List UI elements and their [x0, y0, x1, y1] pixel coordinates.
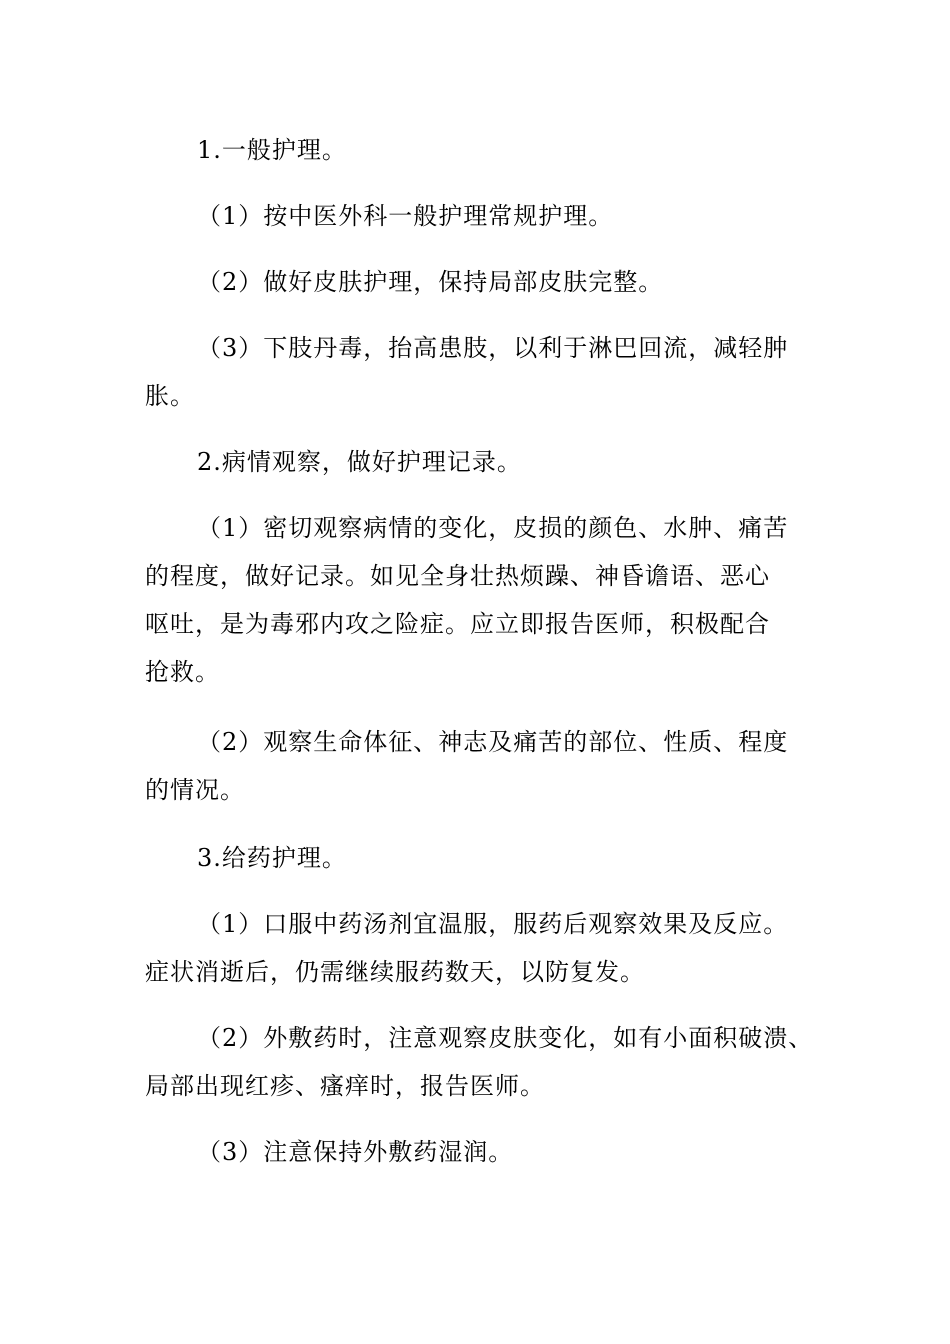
text-line: 的程度，做好记录。如见全身壮热烦躁、神昏谵语、恶心: [145, 562, 770, 590]
text-line: 症状消逝后，仍需继续服药数天，以防复发。: [145, 958, 645, 986]
paragraph-item-1-2: [145, 258, 825, 306]
text-line: 抢救。: [145, 658, 220, 686]
paragraph-item-1-1: [145, 192, 825, 240]
paragraph-item-3-1: [145, 900, 825, 996]
text-line: 3.给药护理。: [197, 844, 347, 872]
paragraph-item-1-3: [145, 324, 825, 420]
text-line: （1）按中医外科一般护理常规护理。: [197, 202, 614, 230]
text-line: （2）观察生命体征、神志及痛苦的部位、性质、程度: [197, 728, 789, 756]
paragraph-item-3-2: [145, 1014, 825, 1110]
text-line: （2）做好皮肤护理，保持局部皮肤完整。: [197, 268, 664, 296]
text-line: 2.病情观察，做好护理记录。: [197, 448, 522, 476]
text-line: （1）密切观察病情的变化，皮损的颜色、水肿、痛苦: [197, 514, 789, 542]
paragraph-item-2-1: [145, 504, 825, 696]
text-line: 胀。: [145, 382, 195, 410]
text-line: 1.一般护理。: [197, 136, 347, 164]
text-line: （1）口服中药汤剂宜温服，服药后观察效果及反应。: [197, 910, 789, 938]
heading-observation: [145, 438, 825, 486]
heading-general-care: [145, 126, 825, 174]
paragraph-item-3-3: [145, 1128, 825, 1176]
text-line: （3）注意保持外敷药湿润。: [197, 1138, 514, 1166]
text-line: （2）外敷药时，注意观察皮肤变化，如有小面积破溃、: [197, 1024, 814, 1052]
text-line: 呕吐，是为毒邪内攻之险症。应立即报告医师，积极配合: [145, 610, 770, 638]
text-line: 的情况。: [145, 776, 245, 804]
heading-medication: [145, 834, 825, 882]
text-line: （3）下肢丹毒，抬高患肢，以利于淋巴回流，减轻肿: [197, 334, 789, 362]
paragraph-item-2-2: [145, 718, 825, 814]
text-line: 局部出现红疹、瘙痒时，报告医师。: [145, 1072, 545, 1100]
